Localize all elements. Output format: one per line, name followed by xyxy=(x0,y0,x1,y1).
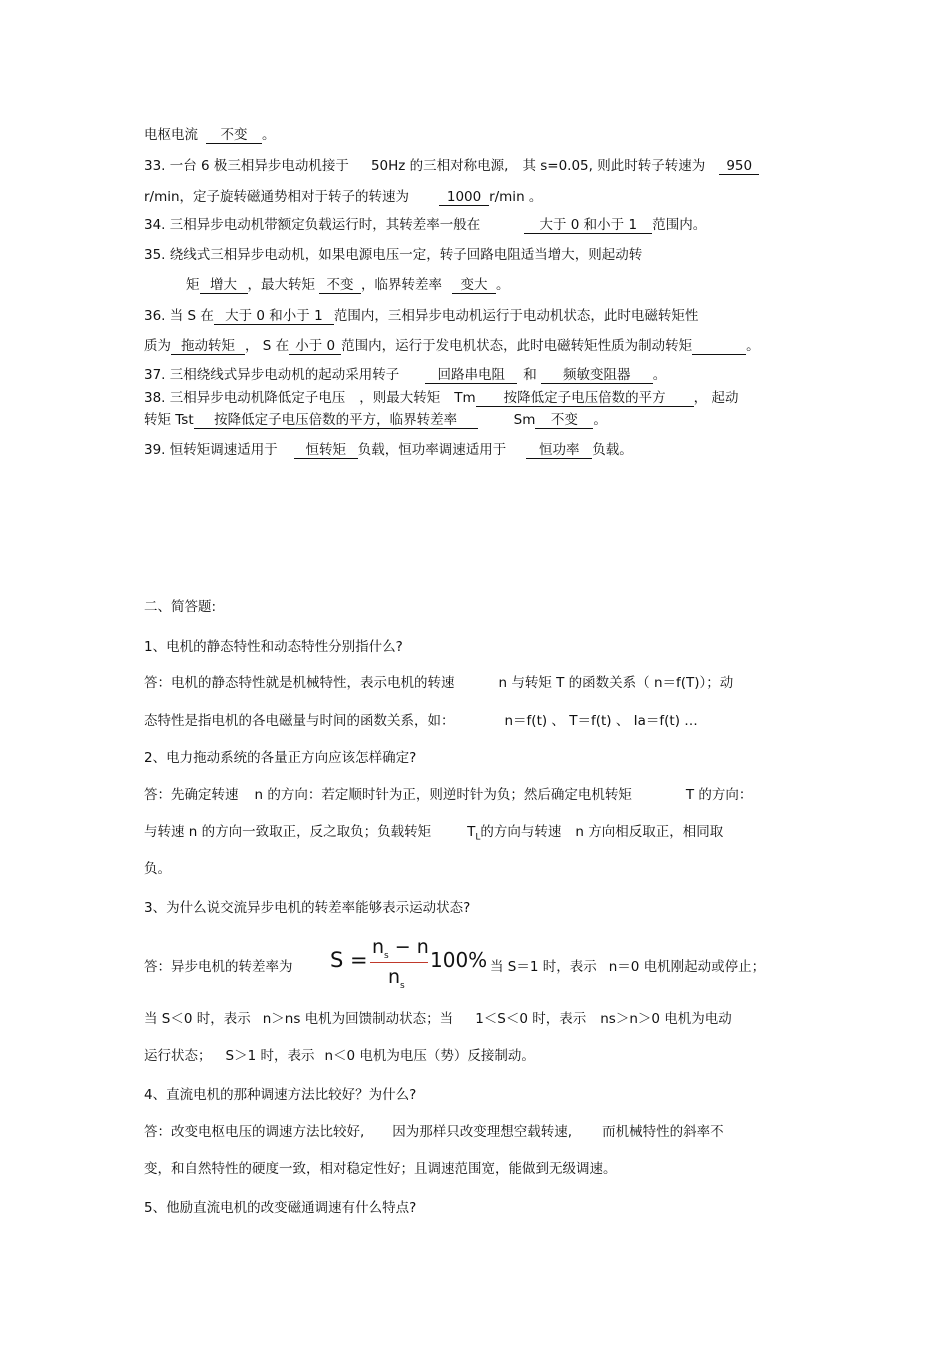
answer-3-line1a: 答：异步电机的转差率为 xyxy=(144,959,293,975)
question-36-line2: 质为 拖动转矩 ， S 在 小于 0 范围内，运行于发电机状态，此时电磁转矩性质为制动转矩 。 xyxy=(144,338,760,354)
blank-answer: 不变 xyxy=(535,412,593,429)
blank-answer: 大于 0 和小于 1 xyxy=(524,217,652,234)
slip-formula: S = $n_s - n$ $n_s$ 100% xyxy=(330,936,488,991)
question-35-line1: 35. 绕线式三相异步电动机，如果电源电压一定，转子回路电阻适当增大，则起动转 xyxy=(144,247,643,263)
section-heading: 二、简答题: xyxy=(144,599,217,615)
blank-answer: 拖动转矩 xyxy=(171,338,245,355)
question-33-line1: 33. 一台 6 极三相异步电动机接于 50Hz 的三相对称电源, 其 s=0.05, 则此时转子转速为 950 xyxy=(144,157,759,175)
blank-answer: 增大 xyxy=(200,277,248,294)
answer-2-line3: 负。 xyxy=(144,861,171,877)
question-37: 37. 三相绕线式异步电动机的起动采用转子 回路串电阻 和 频敏变阻器 。 xyxy=(144,367,667,383)
question-35-line2: 矩 增大 ，最大转矩 不变 ，临界转差率 变大 。 xyxy=(186,277,510,293)
blank-answer: 按降低定子电压倍数的平方，临界转差率 xyxy=(194,412,478,429)
answer-4-line2: 变，和自然特性的硬度一致，相对稳定性好；且调速范围宽，能做到无级调速。 xyxy=(144,1161,617,1177)
formula-denominator: $n_s$ xyxy=(388,966,405,991)
answer-3-line2: 当 S＜0 时，表示 n＞ns 电机为回馈制动状态；当 1＜S＜0 时，表示 ns＞n＞0 电机为电动 xyxy=(144,1011,732,1027)
question-38-line1: 38. 三相异步电动机降低定子电压 ，则最大转矩 Tm 按降低定子电压倍数的平方 ， 起动 xyxy=(144,390,739,406)
question-33-line2: r/min，定子旋转磁通势相对于转子的转速为 1000 r/min 。 xyxy=(144,189,543,205)
blank-answer: 按降低定子电压倍数的平方 xyxy=(476,390,694,407)
answer-1-line1: 答：电机的静态特性就是机械特性，表示电机的转速 n 与转矩 T 的函数关系（ n＝f(T)）；动 xyxy=(144,675,734,691)
blank-answer: 恒转矩 xyxy=(294,442,358,459)
blank-answer: 950 xyxy=(719,158,759,175)
formula-numerator: $n_s - n$ xyxy=(372,936,429,961)
blank-answer: 变大 xyxy=(452,277,496,294)
question-38-line2: 转矩 Tst 按降低定子电压倍数的平方，临界转差率 Sm 不变 。 xyxy=(144,412,607,428)
blank-answer: 大于 0 和小于 1 xyxy=(214,308,334,325)
question-34: 34. 三相异步电动机带额定负载运行时，其转差率一般在 大于 0 和小于 1 范围内。 xyxy=(144,217,707,233)
answer-4-line1: 答：改变电枢电压的调速方法比较好, 因为那样只改变理想空载转速, 而机械特性的斜率不 xyxy=(144,1124,724,1140)
question-1: 1、电机的静态特性和动态特性分别指什么? xyxy=(144,639,403,655)
answer-2-line2: 与转速 n 的方向一致取正，反之取负；负载转矩 $T_L$的方向与转速 n 方向相反取正，相同取 xyxy=(144,824,724,843)
question-4: 4、直流电机的那种调速方法比较好？为什么? xyxy=(144,1087,417,1103)
question-3: 3、为什么说交流异步电机的转差率能够表示运动状态? xyxy=(144,900,471,916)
answer-3-line1b: 当 S＝1 时，表示 n＝0 电机刚起动或停止； xyxy=(490,959,766,975)
blank-answer: 恒功率 xyxy=(526,442,592,459)
answer-2-line1: 答：先确定转速 n 的方向：若定顺时针为正，则逆时针为负；然后确定电机转矩 T 的方向： xyxy=(144,787,753,803)
question-39: 39. 恒转矩调速适用于 恒转矩 负载，恒功率调速适用于 恒功率 负载。 xyxy=(144,442,633,458)
answer-1-line2: 态特性是指电机的各电磁量与时间的函数关系，如： n＝f(t) 、 T＝f(t) 、 Ia＝f(t) … xyxy=(144,713,698,729)
blank-answer xyxy=(692,338,746,355)
blank-answer: 不变 xyxy=(319,277,361,294)
blank-answer: 回路串电阻 xyxy=(425,367,517,384)
blank-answer: 频敏变阻器 xyxy=(541,367,653,384)
answer-3-line3: 运行状态； S＞1 时，表示 n＜0 电机为电压（势）反接制动。 xyxy=(144,1048,535,1064)
blank-answer: 不变 xyxy=(206,127,262,144)
fill-line-current: 电枢电流 不变 。 xyxy=(144,127,276,143)
question-5: 5、他励直流电机的改变磁通调速有什么特点? xyxy=(144,1200,417,1216)
question-36-line1: 36. 当 S 在 大于 0 和小于 1 范围内，三相异步电动机运行于电动机状态，此时电磁转矩性 xyxy=(144,308,699,324)
blank-answer: 1000 xyxy=(439,189,489,206)
question-2: 2、电力拖动系统的各量正方向应该怎样确定? xyxy=(144,750,417,766)
blank-answer: 小于 0 xyxy=(289,338,341,355)
fraction-bar xyxy=(370,962,428,963)
